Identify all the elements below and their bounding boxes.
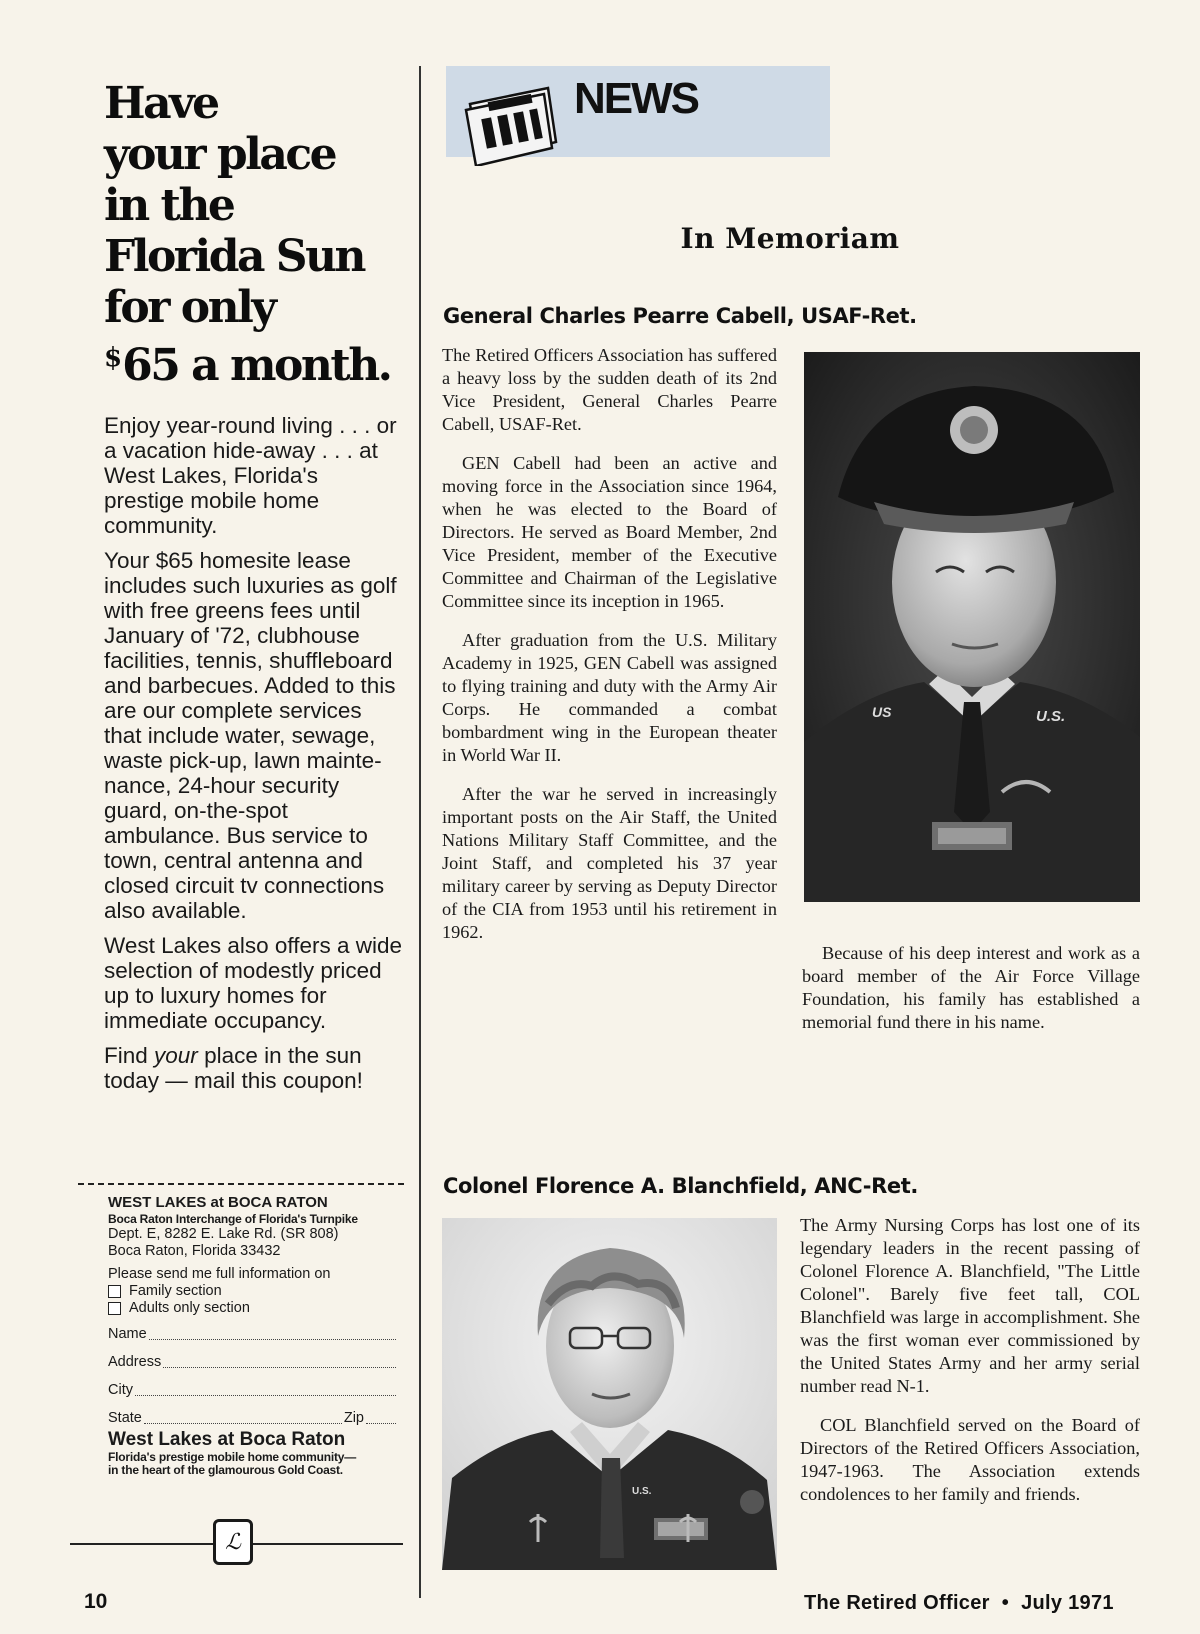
coupon-interchange: Boca Raton Interchange of Florida's Turnpike: [108, 1212, 358, 1226]
cabell-article-title: General Charles Pearre Cabell, USAF-Ret.: [443, 304, 917, 328]
article-paragraph: COL Blanchfield served on the Board of Directors of the Retired Officers Association, 1947-1963. The Association extends condolences to her family and friends.: [800, 1415, 1140, 1504]
logo-rule-left: [70, 1543, 213, 1545]
west-lakes-logo: ℒ: [213, 1519, 253, 1565]
article-paragraph: GEN Cabell had been an active and moving force in the Association since 1964, when he was elected to the Board of Directors. He served as Board Member, 2nd Vice President, member of the Executive Committee and Chairman of the Legislative Committee since its inception in 1965.: [442, 453, 777, 611]
ad-paragraph: Enjoy year-round living . . . or a vacation hide-away . . . at West Lakes, Florida's prestige mobile home community.: [104, 413, 397, 538]
ad-paragraph: Your $65 homesite lease includes such luxuries as golf with free greens fees until January of '72, clubhouse facilities, tennis, shuffleboard and barbecues. Added to this are our complete services that include water, sewage, waste pick-up, lawn mainte-nance, 24-hour security guard, on-the-spot ambulance. Bus service to town, central antenna and closed circuit tv connections also available.: [104, 548, 397, 923]
in-memoriam-heading: In Memoriam: [680, 222, 900, 255]
ad-headline: Have your place in the Florida Sun for only $65 a month.: [104, 78, 404, 391]
cabell-memorial-note: [802, 942, 1140, 1050]
checkbox-icon[interactable]: [108, 1302, 121, 1315]
checkbox-icon[interactable]: [108, 1285, 121, 1298]
mail-coupon: [108, 1194, 398, 1477]
blanchfield-article-body: [800, 1214, 1140, 1522]
name-field[interactable]: Name: [108, 1326, 398, 1343]
blanchfield-portrait-photo: [442, 1218, 777, 1570]
page-number: 10: [84, 1590, 108, 1613]
adults-only-option[interactable]: Adults only section: [108, 1300, 398, 1317]
article-paragraph: After the war he served in increasingly important posts on the Air Staff, the United Nations Military Staff Committee, and the Joint Staff, and completed his 37 year military career by serving as Deputy Director of the CIA from 1953 until his retirement in 1962.: [442, 784, 777, 942]
uniform-insignia-left: US: [872, 704, 892, 720]
article-paragraph: After graduation from the U.S. Military Academy in 1925, GEN Cabell was assigned to flying training and duty with the Army Air Corps. He commanded a combat bombardment wing in the European theater in World War II.: [442, 630, 777, 765]
article-paragraph: The Retired Officers Association has suffered a heavy loss by the sudden death of its 2nd Vice President, General Charles Pearre Cabell, USAF-Ret.: [442, 345, 777, 434]
blanchfield-article-title: Colonel Florence A. Blanchfield, ANC-Ret.: [443, 1174, 918, 1198]
family-section-option[interactable]: Family section: [108, 1283, 398, 1300]
ad-call-to-action: Find your place in the sun today — mail this coupon!: [104, 1043, 363, 1093]
article-paragraph: Because of his deep interest and work as a board member of the Air Force Village Foundation, his family has established a memorial fund there in his name.: [802, 943, 1140, 1032]
cabell-portrait-photo: [804, 352, 1140, 902]
coupon-request: Please send me full information on: [108, 1266, 331, 1282]
publication-name: The Retired Officer: [804, 1592, 990, 1614]
running-footer: [804, 1592, 1114, 1615]
uniform-insignia-right: U.S.: [1036, 708, 1066, 725]
coupon-tagline: Florida's prestige mobile home community—: [108, 1450, 357, 1464]
issue-date: July 1971: [1021, 1592, 1114, 1614]
ad-price: $65 a month.: [104, 340, 391, 391]
article-paragraph: The Army Nursing Corps has lost one of its legendary leaders in the recent passing of Colonel Florence A. Blanchfield, "The Little Colonel". Barely five feet tall, COL Blanchfield was large in accomplishment. She was the first woman ever commissioned by the United States Army and her army serial number read N-1.: [800, 1215, 1140, 1396]
newspaper-icon: [464, 82, 564, 166]
bullet-icon: •: [1001, 1592, 1010, 1614]
city-field[interactable]: City: [108, 1382, 398, 1399]
coupon-cut-line: [78, 1183, 404, 1185]
uniform-insignia: U.S.: [632, 1486, 652, 1497]
address-field[interactable]: Address: [108, 1354, 398, 1371]
coupon-title: WEST LAKES at BOCA RATON: [108, 1194, 328, 1211]
coupon-city-line: Boca Raton, Florida 33432: [108, 1243, 281, 1259]
ad-paragraph: West Lakes also offers a wide selection of modestly priced up to luxury homes for immediate occupancy.: [104, 933, 403, 1033]
coupon-brand: West Lakes at Boca Raton: [108, 1429, 346, 1450]
news-banner-title: NEWS: [574, 74, 698, 123]
coupon-tagline: in the heart of the glamourous Gold Coast.: [108, 1463, 343, 1477]
logo-rule-right: [253, 1543, 403, 1545]
column-divider: [419, 66, 421, 1598]
coupon-dept: Dept. E, 8282 E. Lake Rd. (SR 808): [108, 1226, 339, 1242]
state-zip-field[interactable]: State Zip: [108, 1410, 398, 1427]
cabell-article-body: [442, 344, 777, 960]
west-lakes-advertisement: [104, 78, 404, 1093]
